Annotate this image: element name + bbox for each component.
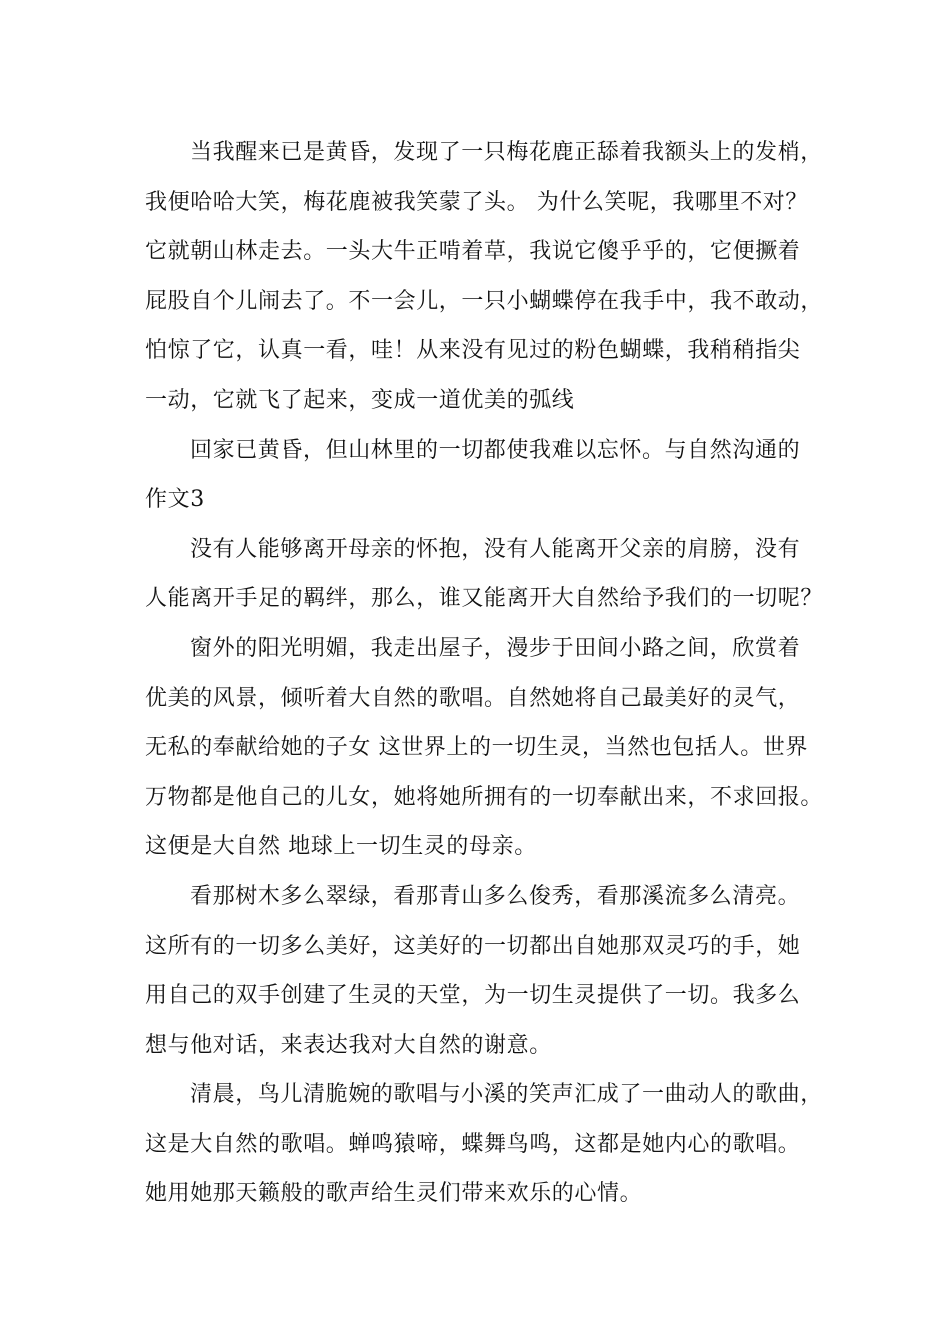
text-line: 想与他对话，来表达我对大自然的谢意。: [145, 1032, 552, 1058]
text-line: 作文3: [145, 487, 205, 513]
text-line: 这所有的一切多么美好，这美好的一切都出自她那双灵巧的手，她: [145, 933, 801, 959]
text-line: 窗外的阳光明媚，我走出屋子，漫步于田间小路之间，欣赏着: [190, 635, 801, 661]
text-line: 我便哈哈大笑，梅花鹿被我笑蒙了头。 为什么笑呢，我哪里不对？: [145, 189, 808, 215]
text-line: 优美的风景，倾听着大自然的歌唱。自然她将自己最美好的灵气，: [145, 685, 801, 711]
text-line: 没有人能够离开母亲的怀抱，没有人能离开父亲的肩膀，没有: [190, 536, 801, 562]
text-line: 一动，它就飞了起来，变成一道优美的弧线: [145, 387, 575, 413]
body-text: [145, 128, 845, 1219]
text-line: 怕惊了它，认真一看，哇！从来没有见过的粉色蝴蝶，我稍稍指尖: [145, 338, 801, 364]
text-line: 这是大自然的歌唱。蝉鸣猿啼，蝶舞鸟鸣，这都是她内心的歌唱。: [145, 1131, 801, 1157]
text-line: 它就朝山林走去。一头大牛正啃着草，我说它傻乎乎的，它便撅着: [145, 239, 801, 265]
text-line: 看那树木多么翠绿，看那青山多么俊秀，看那溪流多么清亮。: [190, 883, 801, 909]
text-line: 当我醒来已是黄昏，发现了一只梅花鹿正舔着我额头上的发梢，: [190, 140, 823, 165]
text-line: 回家已黄昏，但山林里的一切都使我难以忘怀。与自然沟通的: [190, 437, 801, 463]
text-line: 清晨，鸟儿清脆婉的歌唱与小溪的笑声汇成了一曲动人的歌曲，: [190, 1082, 823, 1108]
text-line: 屁股自个儿闹去了。不一会儿，一只小蝴蝶停在我手中，我不敢动，: [145, 288, 824, 314]
text-line: 她用她那天籁般的歌声给生灵们带来欢乐的心情。: [145, 1181, 643, 1207]
text-line: 万物都是他自己的儿女，她将她所拥有的一切奉献出来，不求回报。: [145, 784, 824, 810]
text-line: 这便是大自然 地球上一切生灵的母亲。: [145, 834, 537, 860]
text-line: 用自己的双手创建了生灵的天堂，为一切生灵提供了一切。我多么: [145, 983, 801, 1009]
text-line: 人能离开手足的羁绊，那么，谁又能离开大自然给予我们的一切呢？: [145, 586, 824, 612]
text-line: 无私的奉献给她的子女 这世界上的一切生灵，当然也包括人。世界: [145, 735, 808, 761]
